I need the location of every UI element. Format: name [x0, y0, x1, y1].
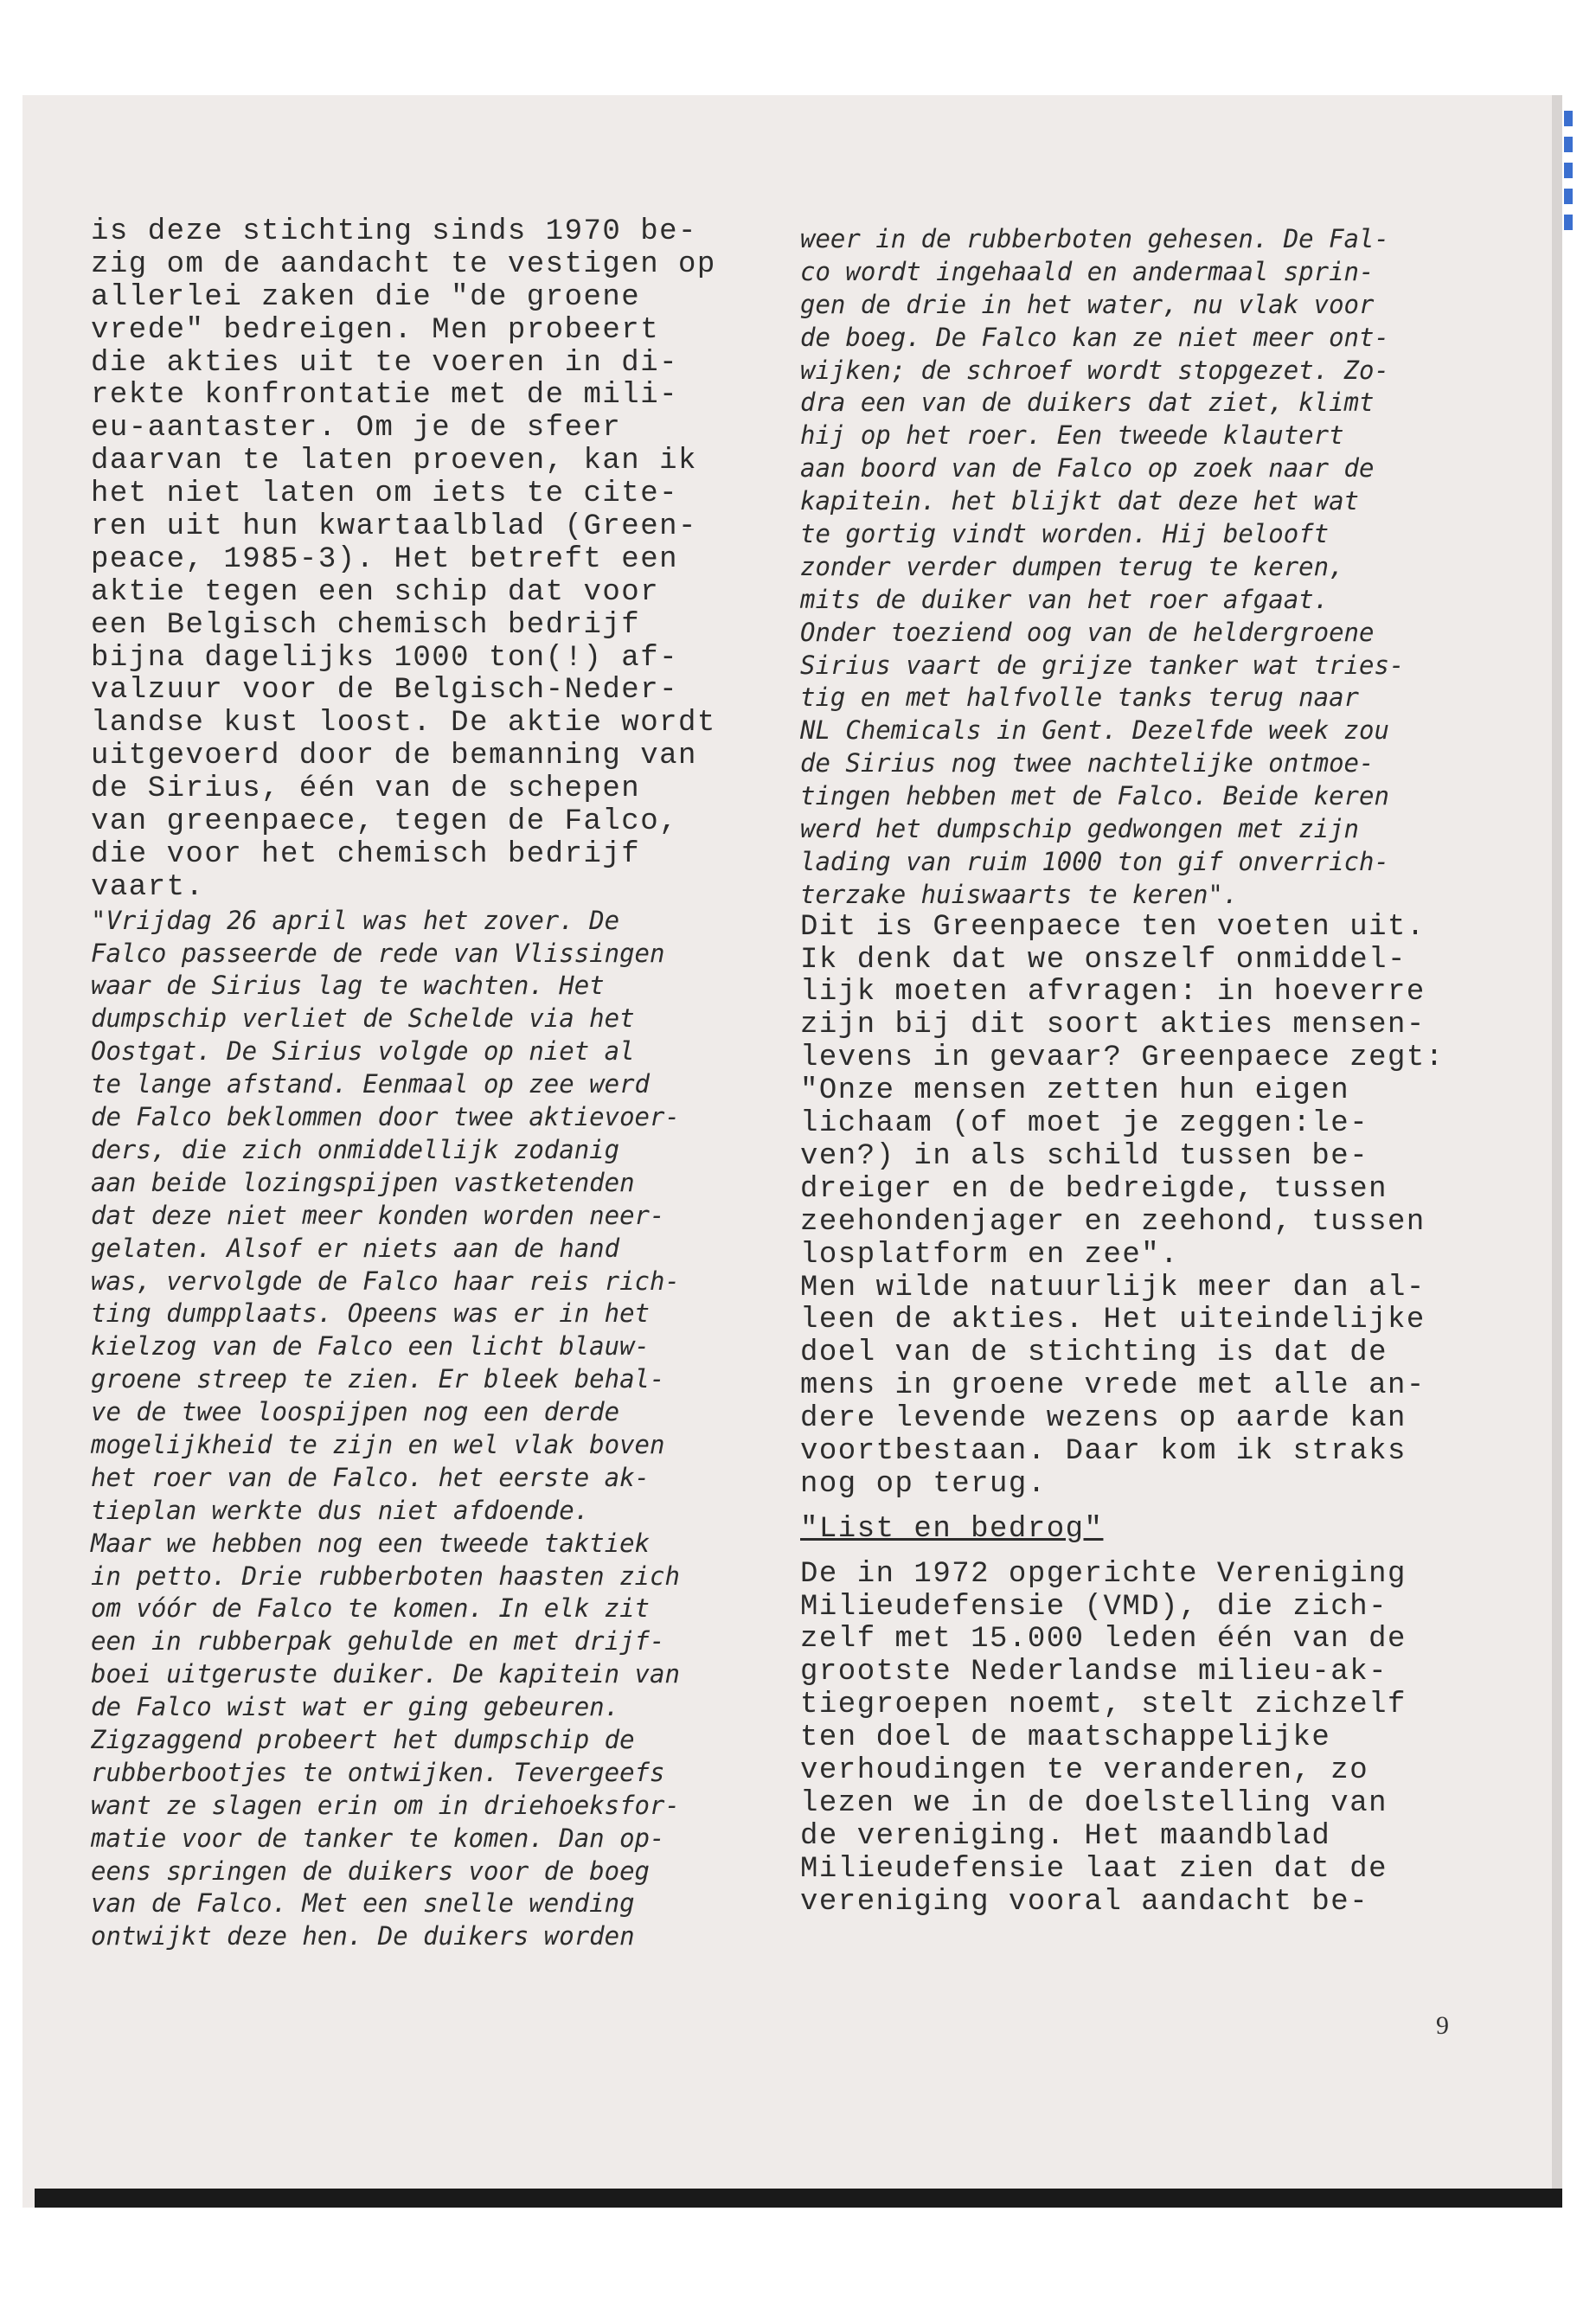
text-line: groene streep te zien. Er bleek behal- — [91, 1364, 665, 1394]
text-line: tig en met halfvolle tanks terug naar — [800, 683, 1360, 713]
text-line: die voor het chemisch bedrijf — [91, 837, 641, 871]
text-line: levens in gevaar? Greenpaece zegt: — [800, 1042, 1445, 1075]
text-line: gen de drie in het water, nu vlak voor — [800, 289, 1375, 319]
text-line: vrede" bedreigen. Men probeert — [91, 313, 660, 347]
text-line: terzake huiswaarts te keren". — [800, 879, 1239, 909]
text-line: de Falco wist wat er ging gebeuren. — [91, 1692, 620, 1722]
text-line: dere levende wezens op aarde kan — [800, 1402, 1407, 1436]
text-line: werd het dumpschip gedwongen met zijn — [800, 814, 1360, 844]
text-line: kapitein. het blijkt dat deze het wat — [800, 486, 1360, 516]
text-line: bijna dagelijks 1000 ton(!) af- — [91, 641, 679, 675]
text-line: dumpschip verliet de Schelde via het — [91, 1003, 635, 1034]
text-line: in petto. Drie rubberboten haasten zich — [91, 1561, 680, 1591]
text-line: rekte konfrontatie met de mili- — [91, 379, 679, 413]
text-line: Sirius vaart de grijze tanker wat tries- — [800, 650, 1405, 680]
text-line: om vóór de Falco te komen. In elk zit — [91, 1593, 651, 1624]
text-line: Men wilde natuurlijk meer dan al- — [800, 1271, 1426, 1304]
text-line: lijk moeten afvragen: in hoeverre — [800, 976, 1426, 1009]
text-line: weer in de rubberboten gehesen. De Fal- — [800, 224, 1389, 253]
text-line: is deze stichting sinds 1970 be- — [91, 215, 697, 248]
color-calibration-strip — [1564, 111, 1573, 240]
text-line: gelaten. Alsof er niets aan de hand — [91, 1233, 620, 1263]
text-line: valzuur voor de Belgisch-Neder- — [91, 674, 679, 708]
text-line: "Onze mensen zetten hun eigen — [800, 1074, 1350, 1108]
text-line: eens springen de duikers voor de boeg — [91, 1856, 651, 1886]
text-line: ten doel de maatschappelijke — [800, 1721, 1331, 1755]
text-line: lichaam (of moet je zeggen:le- — [800, 1107, 1369, 1141]
text-line: de boeg. De Falco kan ze niet meer ont- — [800, 322, 1389, 352]
text-line: de Falco beklommen door twee aktievoer- — [91, 1102, 680, 1132]
text-line: waar de Sirius lag te wachten. Het — [91, 971, 605, 1001]
text-line: dreiger en de bedreigde, tussen — [800, 1172, 1388, 1206]
text-line: Milieudefensie (VMD), die zich- — [800, 1590, 1388, 1624]
text-line: lading van ruim 1000 ton gif onverrich- — [800, 846, 1389, 876]
text-line: daarvan te laten proeven, kan ik — [91, 445, 697, 478]
text-line: De in 1972 opgerichte Vereniging — [800, 1557, 1407, 1591]
left-quote-text — [91, 905, 766, 1954]
text-line: leen de akties. Het uiteindelijke — [800, 1304, 1426, 1337]
text-line: ven?) in als schild tussen be- — [800, 1139, 1369, 1173]
left-body-text — [91, 216, 766, 905]
right-body-text-2 — [800, 1559, 1475, 1920]
text-line: want ze slagen erin om in driehoeksfor- — [91, 1790, 680, 1820]
text-line: een in rubberpak gehulde en met drijf- — [91, 1626, 665, 1657]
text-line: vereniging vooral aandacht be- — [800, 1885, 1369, 1919]
text-line: die akties uit te voeren in di- — [91, 346, 679, 380]
text-line: landse kust loost. De aktie wordt — [91, 707, 716, 740]
text-line: de vereniging. Het maandblad — [800, 1819, 1331, 1853]
page-number: 9 — [1436, 2011, 1449, 2040]
section-heading: "List en bedrog" — [800, 1512, 1104, 1546]
text-line: matie voor de tanker te komen. Dan op- — [91, 1823, 665, 1853]
text-line: wijken; de schroef wordt stopgezet. Zo- — [800, 355, 1389, 385]
text-line: Onder toeziend oog van de heldergroene — [800, 617, 1375, 647]
text-line: te lange afstand. Eenmaal op zee werd — [91, 1069, 651, 1099]
text-line: ve de twee loospijpen nog een derde — [91, 1397, 620, 1427]
text-line: zig om de aandacht te vestigen op — [91, 247, 716, 281]
text-line: Dit is Greenpaece ten voeten uit. — [800, 910, 1426, 944]
text-line: grootste Nederlandse milieu-ak- — [800, 1656, 1388, 1689]
text-line: rubberbootjes te ontwijken. Tevergeefs — [91, 1757, 665, 1787]
text-line: boei uitgeruste duiker. De kapitein van — [91, 1659, 680, 1689]
text-line: hij op het roer. Een tweede klautert — [800, 420, 1344, 451]
text-line: ontwijkt deze hen. De duikers worden — [91, 1921, 635, 1952]
text-line: Milieudefensie laat zien dat de — [800, 1852, 1388, 1886]
page-bottom-shadow — [35, 2189, 1562, 2208]
text-line: Zigzaggend probeert het dumpschip de — [91, 1724, 635, 1754]
text-line: kielzog van de Falco een licht blauw- — [91, 1331, 651, 1362]
text-line: allerlei zaken die "de groene — [91, 280, 641, 314]
text-line: mogelijkheid te zijn en wel vlak boven — [91, 1429, 665, 1459]
text-line: NL Chemicals in Gent. Dezelfde week zou — [800, 715, 1389, 746]
text-line: "Vrijdag 26 april was het zover. De — [91, 905, 620, 935]
text-line: tiegroepen noemt, stelt zichzelf — [800, 1689, 1407, 1722]
text-line: aan boord van de Falco op zoek naar de — [800, 453, 1375, 484]
text-line: mits de duiker van het roer afgaat. — [800, 584, 1330, 614]
text-line: Ik denk dat we onszelf onmiddel- — [800, 943, 1407, 977]
text-line: aktie tegen een schip dat voor — [91, 575, 660, 609]
text-line: Falco passeerde de rede van Vlissingen — [91, 938, 665, 968]
right-quote-text — [800, 223, 1475, 912]
text-line: zeehondenjager en zeehond, tussen — [800, 1205, 1426, 1239]
page-edge — [1552, 95, 1562, 2208]
text-line: een Belgisch chemisch bedrijf — [91, 608, 641, 642]
text-line: het niet laten om iets te cite- — [91, 478, 679, 511]
text-line: te gortig vindt worden. Hij belooft — [800, 519, 1330, 549]
text-line: het roer van de Falco. het eerste ak- — [91, 1462, 651, 1492]
text-line: zijn bij dit soort akties mensen- — [800, 1009, 1426, 1042]
text-line: ting dumpplaats. Opeens was er in het — [91, 1298, 651, 1329]
right-column — [800, 223, 1475, 1919]
text-line: mens in groene vrede met alle an- — [800, 1369, 1426, 1403]
text-line: dat deze niet meer konden worden neer- — [91, 1200, 665, 1230]
right-body-text — [800, 912, 1475, 1502]
text-line: dra een van de duikers dat ziet, klimt — [800, 388, 1375, 418]
text-line: de Sirius, één van de schepen — [91, 772, 641, 806]
text-line: voortbestaan. Daar kom ik straks — [800, 1434, 1407, 1468]
left-column — [91, 216, 766, 1953]
text-line: doel van de stichting is dat de — [800, 1336, 1388, 1370]
text-line: co wordt ingehaald en andermaal sprin- — [800, 256, 1375, 286]
text-line: tingen hebben met de Falco. Beide keren — [800, 781, 1389, 811]
text-line: de Sirius nog twee nachtelijke ontmoe- — [800, 748, 1375, 779]
text-line: zonder verder dumpen terug te keren, — [800, 551, 1344, 581]
text-line: Maar we hebben nog een tweede taktiek — [91, 1528, 651, 1558]
text-line: lezen we in de doelstelling van — [800, 1786, 1388, 1820]
text-line: ders, die zich onmiddellijk zodanig — [91, 1134, 620, 1164]
text-line: was, vervolgde de Falco haar reis rich- — [91, 1266, 680, 1296]
text-line: tieplan werkte dus niet afdoende. — [91, 1495, 590, 1525]
text-line: aan beide lozingspijpen vastketenden — [91, 1167, 635, 1197]
text-line: losplatform en zee". — [800, 1238, 1180, 1272]
text-line: Oostgat. De Sirius volgde op niet al — [91, 1036, 635, 1067]
text-line: zelf met 15.000 leden één van de — [800, 1623, 1407, 1657]
text-line: vaart. — [91, 870, 205, 904]
text-line: nog op terug. — [800, 1467, 1047, 1501]
text-line: ren uit hun kwartaalblad (Green- — [91, 510, 697, 544]
text-line: uitgevoerd door de bemanning van — [91, 740, 697, 773]
text-line: peace, 1985-3). Het betreft een — [91, 542, 679, 576]
text-line: eu-aantaster. Om je de sfeer — [91, 412, 622, 445]
text-line: verhoudingen te veranderen, zo — [800, 1753, 1369, 1787]
text-line: van de Falco. Met een snelle wending — [91, 1888, 635, 1919]
text-line: van greenpaece, tegen de Falco, — [91, 805, 679, 839]
